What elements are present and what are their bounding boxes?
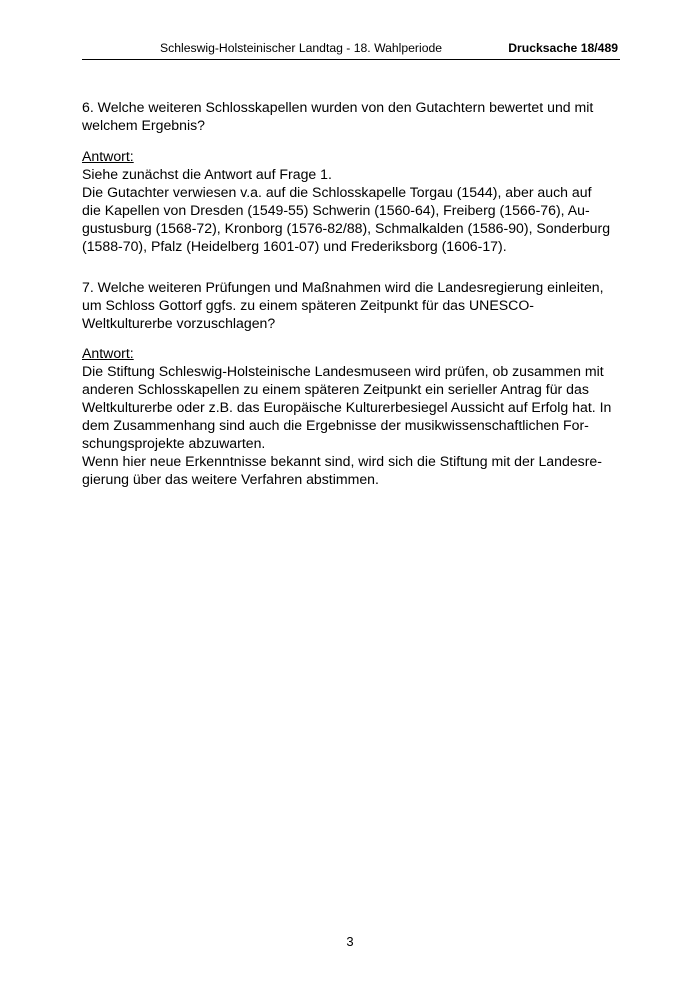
document-number: Drucksache 18/489	[508, 41, 618, 55]
header-title: Schleswig-Holsteinischer Landtag - 18. Wahlperiode	[160, 41, 443, 55]
header-divider	[82, 59, 620, 60]
answer-7-text: Die Stiftung Schleswig-Holsteinische Landesmuseen wird prüfen, ob zusammen mit anderen Schlosskapellen zu einem späteren Zeitpunkt ein serieller Antrag für das Weltkulturerbe oder z.B. das Europäische Kulturerbesiegel Aussicht auf Erfolg hat. In dem Zusammenhang sind auch die Ergebnisse der musikwissenschaftlichen For- schungsprojekte abzuwarten. Wenn hier neue Erkenntnisse bekannt sind, wird sich die Stiftung mit der Landesre- gierung über das weitere Verfahren abstimmen.	[82, 363, 612, 487]
answer-7-label: Antwort:	[82, 345, 134, 361]
page-header	[82, 38, 620, 58]
question-6: 6. Welche weiteren Schlosskapellen wurden von den Gutachtern bewertet und mit welchem Ergebnis?	[82, 99, 594, 133]
page-number: 3	[346, 934, 354, 949]
answer-6-label: Antwort:	[82, 148, 134, 164]
question-7: 7. Welche weiteren Prüfungen und Maßnahmen wird die Landesregierung einleiten, um Schloss Gottorf ggfs. zu einem späteren Zeitpunkt für das UNESCO- Weltkulturerbe vorzuschlagen?	[82, 279, 604, 331]
answer-6-text: Siehe zunächst die Antwort auf Frage 1. Die Gutachter verwiesen v.a. auf die Schlosskapelle Torgau (1544), aber auch auf die Kapellen von Dresden (1549-55) Schwerin (1560-64), Freiberg (1566-76), Au- gustusburg (1568-72), Kronborg (1576-82/88), Schmalkalden (1586-90), Sonderburg (1588-70), Pfalz (Heidelberg 1601-07) und Frederiksborg (1606-17).	[82, 166, 611, 254]
